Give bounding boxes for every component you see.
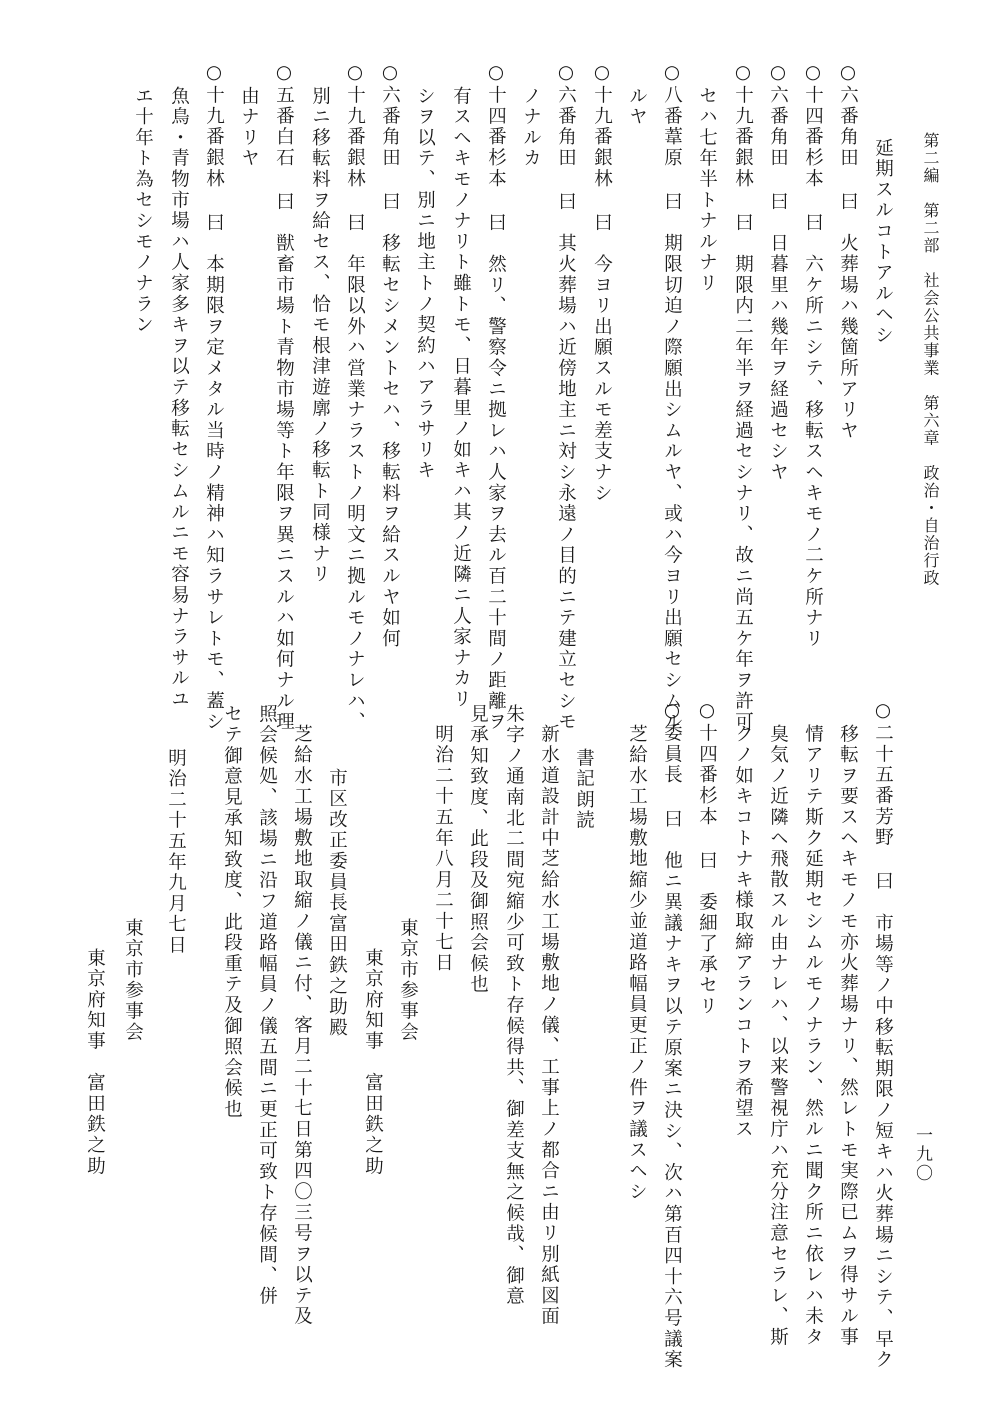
text-line: ○十九番銀林 曰 年限以外ハ営業ナラストノ明文ニ拠ルモノナレハ、 bbox=[344, 62, 366, 733]
text-line: 明治二十五年九月七日 bbox=[165, 748, 187, 956]
text-line: ○二十五番芳野 曰 市場等ノ中移転期限ノ短キハ火葬場ニシテ、早ク bbox=[872, 700, 894, 1371]
text-line: 東京市参事会 bbox=[397, 918, 419, 1043]
text-line: ○八番葦原 曰 期限切迫ノ際願出シムルヤ、或ハ今ヨリ出願セシムル bbox=[661, 62, 683, 733]
text-line: ○六番角田 曰 其火葬場ハ近傍地主ニ対シ永遠ノ目的ニテ建立セシモ bbox=[555, 62, 577, 733]
text-line: 東京府知事 富田鉄之助 bbox=[84, 948, 106, 1177]
text-line: ○委員長 曰 他ニ異議ナキヲ以テ原案ニ決シ、次ハ第百四十六号議案 bbox=[661, 700, 683, 1371]
text-line: ○五番白石 曰 獣畜市場ト青物市場等ト年限ヲ異ニスルハ如何ナル理 bbox=[273, 62, 295, 733]
text-line: 芝給水工場敷地取縮ノ儀ニ付、客月二十七日第四〇三号ヲ以テ及 bbox=[291, 724, 313, 1328]
text-line: クノ如キコトナキ様取締アランコトヲ希望ス bbox=[732, 724, 754, 1140]
text-line: ○十九番銀林 曰 今ヨリ出願スルモ差支ナシ bbox=[591, 62, 613, 504]
text-line: 魚鳥・青物市場ハ人家多キヲ以テ移転セシムルニモ容易ナラサルユ bbox=[168, 86, 190, 710]
text-line: エ十年ト為セシモノナラン bbox=[132, 86, 154, 336]
text-line: ○十四番杉本 曰 然リ、警察令ニ拠レハ人家ヲ去ル百二十間ノ距離ヲ bbox=[485, 62, 507, 733]
text-line: 延期スルコトアルヘシ bbox=[872, 138, 894, 346]
text-line: ○六番角田 曰 日暮里ハ幾年ヲ経過セシヤ bbox=[767, 62, 789, 483]
text-line: ○十四番杉本 曰 委細了承セリ bbox=[696, 700, 718, 1017]
text-line: 情アリテ斯ク延期セシムルモノナラン、然ルニ聞ク所ニ依レハ未タ bbox=[802, 724, 824, 1348]
text-line: 有スヘキモノナリト雖トモ、日暮里ノ如キハ其ノ近隣ニ人家ナカリ bbox=[450, 86, 472, 710]
text-line: 書記朗読 bbox=[573, 748, 595, 832]
text-line: ルヤ bbox=[626, 86, 648, 128]
text-line: シヲ以テ、別ニ地主トノ契約ハアラサリキ bbox=[414, 86, 436, 482]
text-line: ○六番角田 曰 移転セシメントセハ、移転料ヲ給スルヤ如何 bbox=[379, 62, 401, 650]
text-line: ○十九番銀林 曰 期限内二年半ヲ経過セシナリ、故ニ尚五ケ年ヲ許可 bbox=[732, 62, 754, 733]
text-line: ○十九番銀林 曰 本期限ヲ定メタル当時ノ精神ハ知ラサレトモ、蓋シ bbox=[203, 62, 225, 733]
text-line: ○十四番杉本 曰 六ケ所ニシテ、移転スヘキモノ二ケ所ナリ bbox=[802, 62, 824, 650]
text-line: 移転ヲ要スヘキモノモ亦火葬場ナリ、然レトモ実際已ムヲ得サル事 bbox=[837, 724, 859, 1348]
text-line: 見承知致度、此段及御照会候也 bbox=[467, 704, 489, 996]
text-line: 朱字ノ通南北二間宛縮少可致ト存候得共、御差支無之候哉、御意 bbox=[503, 704, 525, 1308]
text-line: 東京府知事 富田鉄之助 bbox=[362, 948, 384, 1177]
text-line: 臭気ノ近隣ヘ飛散スル由ナレハ、以来警視庁ハ充分注意セラレ、斯 bbox=[767, 724, 789, 1348]
text-line: 市区改正委員長富田鉄之助殿 bbox=[326, 768, 348, 1039]
page-number: 一九〇 bbox=[912, 1126, 932, 1183]
text-line: 芝給水工場敷地縮少並道路幅員更正ノ件ヲ議スヘシ bbox=[626, 724, 648, 1203]
running-head: 第二編 第二部 社会公共事業 第六章 政治・自治行政 bbox=[921, 132, 940, 587]
text-line: ノナルカ bbox=[520, 86, 542, 170]
text-line: 新水道設計中芝給水工場敷地ノ儀、工事上ノ都合ニ由リ別紙図面 bbox=[538, 724, 560, 1328]
text-line: ○六番角田 曰 火葬場ハ幾箇所アリヤ bbox=[837, 62, 859, 442]
text-line: 東京市参事会 bbox=[122, 918, 144, 1043]
text-line: 別ニ移転料ヲ給セス、恰モ根津遊廓ノ移転ト同様ナリ bbox=[309, 86, 331, 586]
text-line: 照会候処、該場ニ沿フ道路幅員ノ儀五間ニ更正可致ト存候間、併 bbox=[256, 704, 278, 1308]
text-line: セハ七年半トナルナリ bbox=[696, 86, 718, 294]
text-line: セテ御意見承知致度、此段重テ及御照会候也 bbox=[221, 704, 243, 1120]
text-line: 由ナリヤ bbox=[238, 86, 260, 170]
text-line: 明治二十五年八月二十七日 bbox=[432, 724, 454, 974]
